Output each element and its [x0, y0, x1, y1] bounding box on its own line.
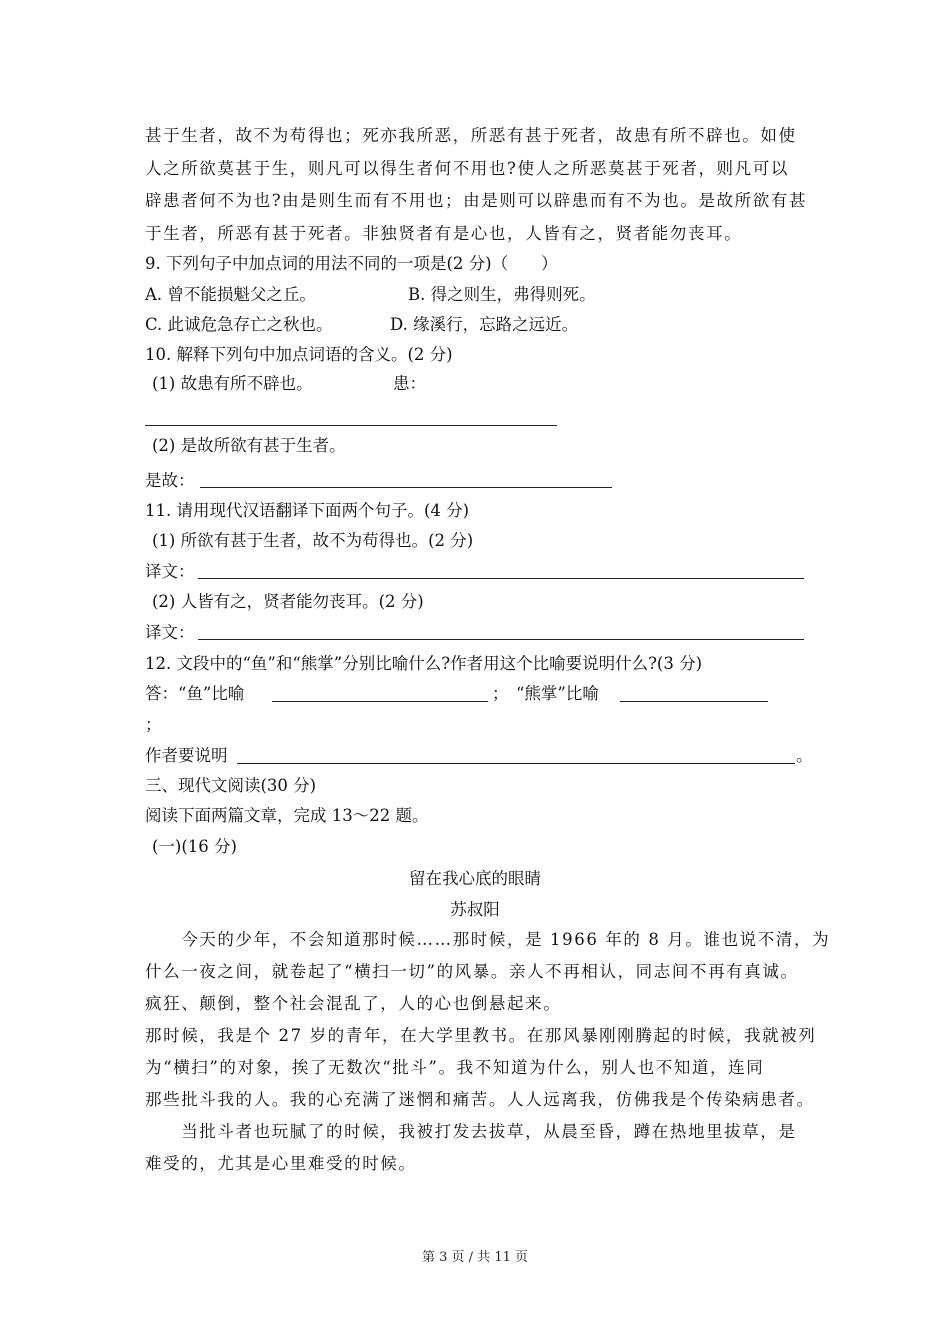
article-line: 疯狂、颠倒，整个社会混乱了，人的心也倒悬起来。 [145, 994, 562, 1013]
article-line: 为“横扫”的对象，挨了无数次“批斗”。我不知道为什么，别人也不知道，连同 [145, 1058, 765, 1077]
answer-line[interactable] [145, 425, 557, 426]
q12-bear-label: “熊掌”比喻 [516, 684, 599, 703]
question-9-stem: 9. 下列句子中加点词的用法不同的一项是(2 分)（ ） [145, 254, 558, 273]
q11-label-1: 译文： [145, 562, 195, 581]
article-line: 什么一夜之间，就卷起了“横扫一切”的风暴。亲人不再相认，同志间不再有真诚。 [145, 962, 799, 981]
q10-item-1: (1) 故患有所不辟也。 [152, 374, 313, 393]
question-10-stem: 10. 解释下列句中加点词语的含义。(2 分) [145, 345, 453, 364]
article-line: 难受的，尤其是心里难受的时候。 [145, 1154, 417, 1173]
part-label: (一)(16 分) [152, 837, 237, 856]
q10-item-1-word: 患： [393, 374, 426, 393]
passage-line: 甚于生者，故不为苟得也；死亦我所恶，所恶有甚于死者，故患有所不辟也。如使 [145, 126, 797, 145]
article-line: 当批斗者也玩腻了的时候，我被打发去拔草，从晨至昏，蹲在热地里拔草，是 [145, 1122, 797, 1141]
q12-answer-prefix: 答：“鱼”比喻 [145, 684, 245, 703]
question-12-stem: 12. 文段中的“鱼”和“熊掌”分别比喻什么?作者用这个比喻要说明什么?(3 分) [145, 654, 703, 673]
q12-explain-label: 作者要说明 [145, 746, 228, 765]
article-title: 留在我心底的眼睛 [409, 869, 541, 888]
q9-option-a: A. 曾不能损魁父之丘。 [145, 285, 316, 304]
passage-line: 辟患者何不为也?由是则生而有不用也；由是则可以辟患而有不为也。是故所欲有甚 [145, 191, 808, 210]
answer-line[interactable] [272, 701, 488, 702]
q12-semicolon: ； [145, 715, 162, 734]
article-line: 那时候，我是个 27 岁的青年，在大学里教书。在那风暴刚刚腾起的时候，我就被列 [145, 1026, 817, 1045]
q10-item-2: (2) 是故所欲有甚于生者。 [152, 436, 346, 455]
page-footer: 第 3 页 / 共 11 页 [422, 1250, 528, 1265]
section-instruction: 阅读下面两篇文章，完成 13～22 题。 [145, 806, 429, 825]
answer-line[interactable] [198, 639, 804, 640]
answer-line[interactable] [198, 578, 804, 579]
q12-sep: ； [492, 684, 509, 703]
article-line: 那些批斗我的人。我的心充满了迷惘和痛苦。人人远离我，仿佛我是个传染病患者。 [145, 1090, 815, 1109]
q9-option-b: B. 得之则生，弗得则死。 [408, 285, 596, 304]
section-heading: 三、现代文阅读(30 分) [145, 776, 317, 795]
q11-label-2: 译文： [145, 623, 195, 642]
article-line: 今天的少年，不会知道那时候……那时候，是 1966 年的 8 月。谁也说不清，为 [145, 930, 831, 949]
q9-option-d: D. 缘溪行，忘路之远近。 [390, 315, 579, 334]
question-11-stem: 11. 请用现代汉语翻译下面两个句子。(4 分) [145, 501, 470, 520]
q11-item-1: (1) 所欲有甚于生者，故不为苟得也。(2 分) [152, 531, 474, 550]
q9-option-c: C. 此诚危急存亡之秋也。 [145, 315, 333, 334]
q12-period: 。 [796, 746, 813, 765]
answer-line[interactable] [200, 487, 612, 488]
q11-item-2: (2) 人皆有之，贤者能勿丧耳。(2 分) [152, 592, 424, 611]
answer-line[interactable] [620, 701, 768, 702]
article-author: 苏叔阳 [450, 900, 500, 919]
passage-line: 人之所欲莫甚于生，则凡可以得生者何不用也?使人之所恶莫甚于死者，则凡可以 [145, 159, 789, 178]
q10-item-2-word: 是故： [145, 471, 195, 490]
passage-line: 于生者，所恶有甚于死者。非独贤者有是心也，人皆有之，贤者能勿丧耳。 [145, 224, 743, 243]
answer-line[interactable] [237, 763, 795, 764]
